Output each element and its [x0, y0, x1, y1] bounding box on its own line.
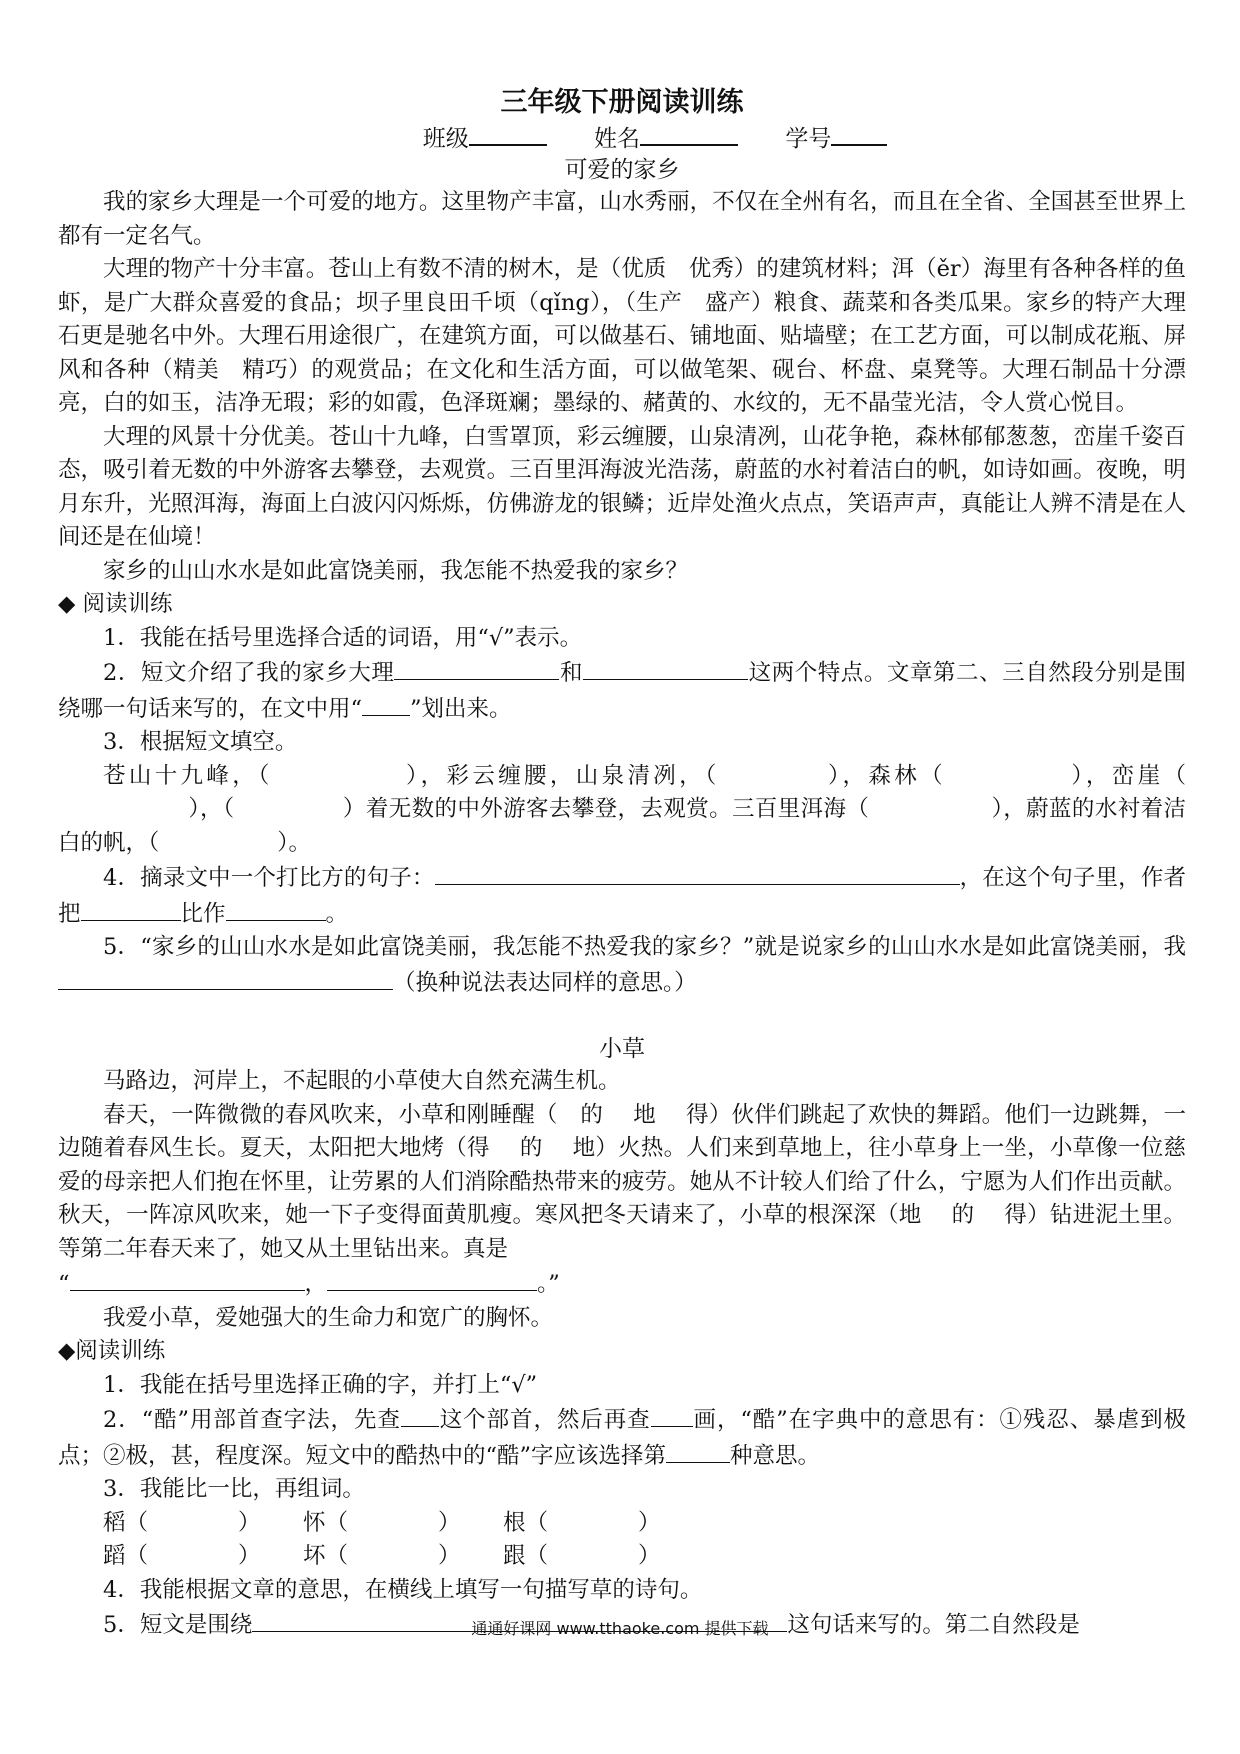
name-blank[interactable] [640, 122, 738, 146]
poem-blank-1[interactable] [70, 1266, 305, 1291]
passage1-paragraph-3: 大理的风景十分优美。苍山十九峰，白雪罩顶，彩云缠腰，山泉清冽，山花争艳，森林郁郁葱葱，峦崖千姿百态，吸引着无数的中外游客去攀登，去观赏。三百里洱海波光浩荡，蔚蓝的水衬着洁白的帆，如诗如画。夜晚，明月东升，光照洱海，海面上白波闪闪烁烁，仿佛游龙的银鳞；近岸处渔火点点，笑语声声，真能让人辨不清是在人间还是在仙境！ [58, 423, 1186, 550]
q3-fill-text: ），峦崖（ [1067, 762, 1186, 789]
p2-q2-text-a: 2．“酷”用部首查字法，先查 [103, 1407, 401, 1433]
passage1-question-5 [58, 931, 1186, 1000]
q2-blank-2[interactable] [583, 655, 748, 680]
p2-q5-text-a: 5．短文是围绕 [103, 1612, 253, 1638]
compare-row-2 [58, 1540, 1186, 1574]
q2-underline-sample [362, 691, 410, 716]
comma: ， [304, 1271, 328, 1297]
poem-blank-2[interactable] [327, 1266, 537, 1291]
passage2-question-4: 4．我能根据文章的意思，在横线上填写一句描写草的诗句。 [103, 1576, 703, 1603]
p2-q2-blank-1[interactable] [401, 1402, 439, 1427]
compare-cell[interactable]: 根（ ） [503, 1509, 661, 1536]
passage1-paragraph-4: 家乡的山山水水是如此富饶美丽，我怎能不热爱我的家乡？ [103, 557, 689, 584]
q3-fill-text: ），彩云缠腰，山泉清冽，（ [402, 762, 720, 789]
passage2-paragraph-1: 马路边，河岸上，不起眼的小草使大自然充满生机。 [103, 1068, 621, 1094]
q2-text-c: 这两个特点。文章第二、三自然段分别是围绕哪一句话来写的，在文中用“ [58, 660, 1186, 722]
passage2-paragraph-3: 我爱小草，爱她强大的生命力和宽广的胸怀。 [103, 1304, 554, 1331]
p2-q2-blank-2[interactable] [651, 1402, 693, 1427]
p2-q2-blank-3[interactable] [666, 1438, 730, 1463]
quote-open: “ [58, 1271, 70, 1297]
student-info-line [124, 122, 1186, 154]
q3-fill-text: ）。 [277, 829, 312, 856]
passage2-question-2 [58, 1402, 1186, 1473]
passage2-question-1: 1．我能在括号里选择正确的字，并打上“√” [103, 1371, 538, 1398]
q2-text-b: 和 [559, 660, 584, 686]
p2-q5-text-b: 这句话来写的。第二自然段是 [787, 1612, 1080, 1638]
q3-fill-text: ）着无数的中外游客去攀登，去观赏。三百里洱海（ [342, 796, 870, 822]
number-label: 学号 [785, 126, 832, 152]
p2-q2-text-d: 种意思。 [730, 1442, 821, 1469]
number-blank[interactable] [831, 122, 887, 146]
class-label: 班级 [422, 126, 469, 152]
passage1-question-2 [58, 655, 1186, 726]
q4-text-d: 。 [325, 900, 349, 927]
passage1-paragraph-1: 我的家乡大理是一个可爱的地方。这里物产丰富，山水秀丽，不仅在全州有名，而且在全省、全国甚至世界上都有一定名气。 [58, 189, 1186, 249]
q4-text-a: 4．摘录文中一个打比方的句子： [103, 865, 435, 891]
class-blank[interactable] [469, 122, 547, 146]
passage2-paragraph-2-ending [58, 1266, 1186, 1302]
passage1-paragraph-2: 大理的物产十分丰富。苍山上有数不清的树木，是（优质 优秀）的建筑材料；洱（ěr）海里有各种各样的鱼虾，是广大群众喜爱的食品；坝子里良田千顷（qǐng），（生产 盛产）粮食、蔬菜和各类瓜果。家乡的特产大理石更是驰名中外。大理石用途很广，在建筑方面，可以做基石、铺地面、贴墙壁；在工艺方面，可以制成花瓶、屏风和各种（精美 精巧）的观赏品；在文化和生活方面，可以做笔架、砚台、杯盘、桌凳等。大理石制品十分漂亮，白的如玉，洁净无瑕；彩的如霞，色泽斑斓；墨绿的、赭黄的、水纹的，无不晶莹光洁，令人赏心悦目。 [58, 256, 1186, 416]
q4-text-c: 比作 [180, 900, 226, 927]
compare-cell[interactable]: 蹈（ ） [103, 1543, 261, 1569]
q3-fill-text: ），（ [188, 796, 235, 822]
q2-text-a: 2．短文介绍了我的家乡大理 [103, 660, 395, 686]
q2-blank-1[interactable] [394, 655, 559, 680]
passage1-question-1: 1．我能在括号里选择合适的词语，用“√”表示。 [103, 624, 583, 651]
q3-fill-text: 苍山十九峰，（ [103, 762, 273, 789]
q3-fill-text: ），森林（ [824, 762, 946, 789]
passage1-question-3: 3．根据短文填空。 [103, 729, 298, 755]
compare-row-1 [58, 1507, 1186, 1541]
passage2-question-3: 3．我能比一比，再组词。 [103, 1476, 365, 1502]
page-title: 三年级下册阅读训练 [500, 87, 744, 118]
name-label: 姓名 [594, 126, 640, 152]
passage2-title: 小草 [599, 1036, 645, 1062]
footer-source: 通通好课网 www.tthaoke.com 提供下载 [471, 1619, 769, 1638]
compare-cell[interactable]: 怀（ ） [303, 1509, 461, 1536]
quote-close: 。” [537, 1271, 560, 1297]
passage2-paragraph-2: 春天，一阵微微的春风吹来，小草和刚睡醒（ 的 地 得）伙伴们跳起了欢快的舞蹈。他们一边跳舞，一边随着春风生长。夏天，太阳把大地烤（得 的 地）火热。人们来到草地上，往小草身上一坐，小草像一位慈爱的母亲把人们抱在怀里，让劳累的人们消除酷热带来的疲劳。她从不计较人们给了什么，宁愿为人们作出贡献。秋天，一阵凉风吹来，她一下子变得面黄肌瘦。寒风把冬天请来了，小草的根深深（地 的 得）钻进泥土里。等第二年春天来了，她又从土里钻出来。真是 [58, 1101, 1186, 1262]
passage1-question-3-fill [58, 760, 1186, 861]
worksheet-page [58, 84, 1186, 1643]
passage1-exercise-heading: ◆ 阅读训练 [58, 591, 173, 617]
p2-q2-text-b: 这个部首，然后再查 [438, 1407, 651, 1433]
compare-cell[interactable]: 坏（ ） [303, 1543, 461, 1569]
q4-text-b: ，在这个句子里，作者把 [58, 865, 1186, 927]
q2-text-d: ”划出来。 [410, 695, 512, 722]
q4-blank-sentence[interactable] [435, 860, 960, 885]
q5-text-b: （换种说法表达同样的意思。） [393, 969, 697, 996]
passage1-question-4 [58, 860, 1186, 931]
q4-blank-2[interactable] [226, 896, 326, 921]
q5-blank[interactable] [58, 965, 393, 990]
passage2-exercise-heading: ◆阅读训练 [58, 1338, 166, 1364]
q4-blank-1[interactable] [81, 896, 181, 921]
q3-fill-text: ），蔚蓝的水衬着洁白的帆，（ [58, 796, 1186, 856]
passage1-title: 可爱的家乡 [564, 157, 680, 183]
p2-q2-text-c: 画，“酷”在字典中的意思有：①残忍、暴虐到极点；②极，甚，程度深。短文中的酷热中的“酷”字应该选择第 [58, 1407, 1186, 1469]
compare-cell[interactable]: 稻（ ） [103, 1509, 261, 1536]
compare-cell[interactable]: 跟（ ） [503, 1543, 661, 1569]
q5-text-a: 5．“家乡的山山水水是如此富饶美丽，我怎能不热爱我的家乡？”就是说家乡的山山水水是如此富饶美丽，我 [103, 934, 1186, 960]
